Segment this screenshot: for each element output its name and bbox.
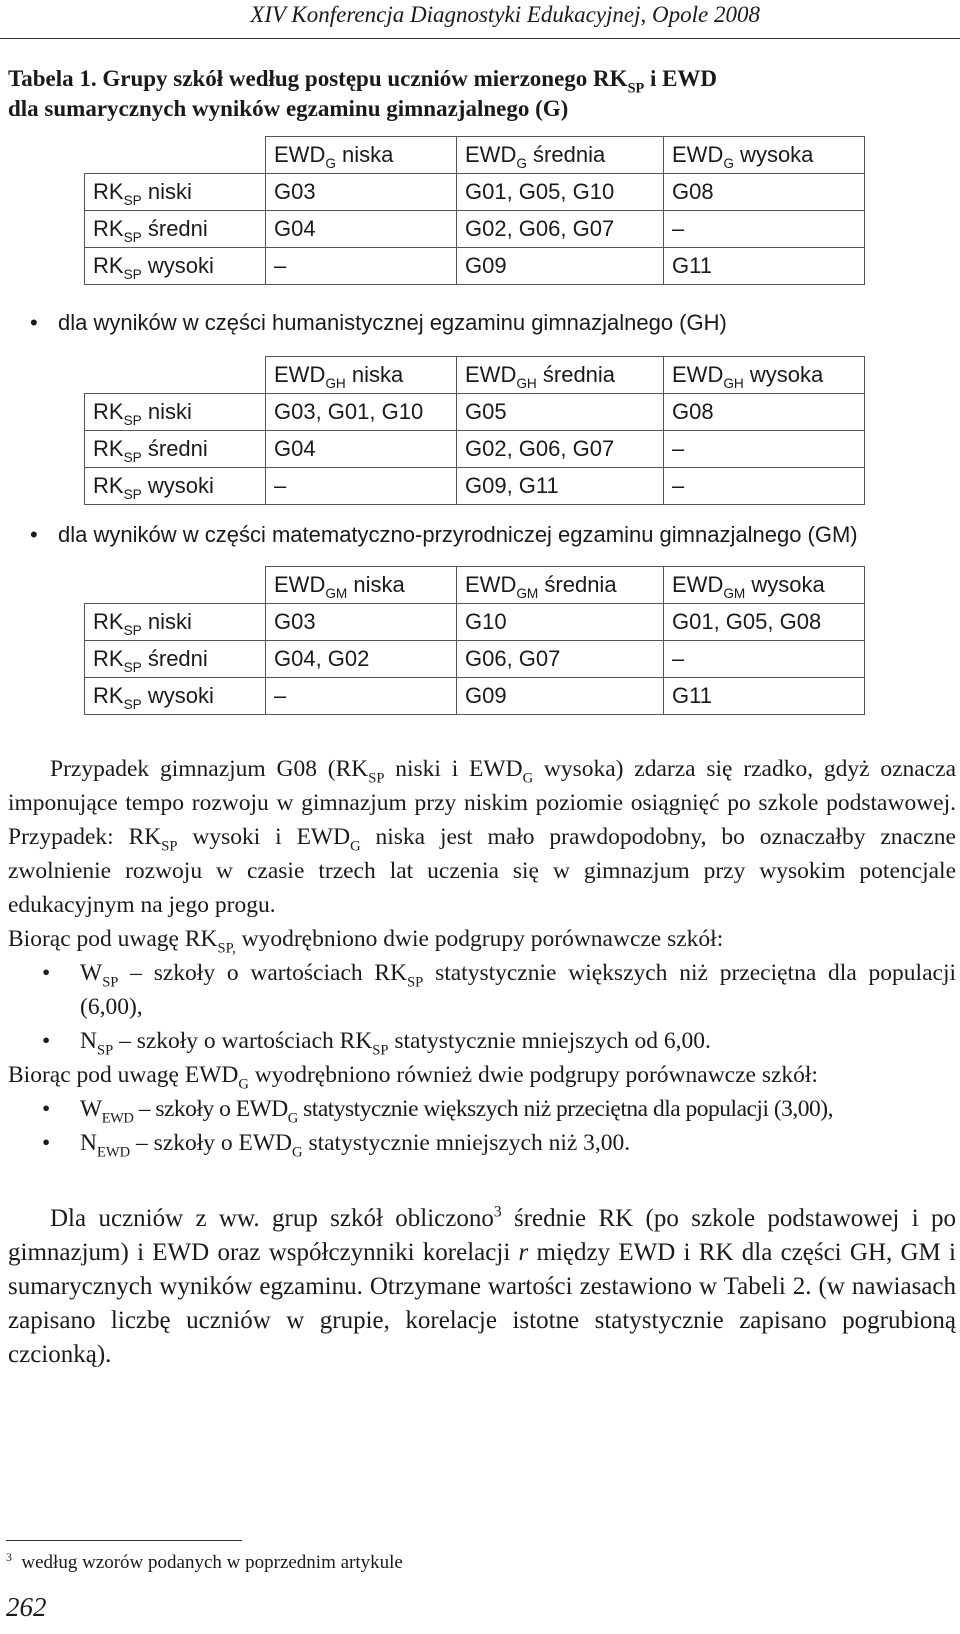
- col-header: $EWD_{GH}$ wysoka: [664, 357, 865, 394]
- footnote-ref: 3: [493, 1203, 502, 1221]
- table-gm: [84, 566, 865, 715]
- caption-text: Tabela 1. Grupy szkół według postępu uczniów mierzonego RK: [8, 66, 628, 91]
- table-cell: G04: [266, 431, 457, 468]
- caption-subscript: SP: [627, 80, 645, 97]
- row-header: $RK_{SP}$ wysoki: [85, 468, 266, 505]
- table-cell: G11: [664, 248, 865, 285]
- bullet-icon: •: [42, 1028, 51, 1054]
- list-item: • $W_{SP}$ – szkoły o wartościach $RK_{SP}$ statystycznie większych niż przeciętna dla populacji (6,00),: [8, 956, 956, 1024]
- row-header: $RK_{SP}$ niski: [85, 174, 266, 211]
- list-item: • $W_{EWD}$ – szkoły o $EWD_G$ statystycznie większych niż przeciętna dla populacji (3,00),: [8, 1092, 956, 1126]
- col-header: $EWD_{GM}$ wysoka: [664, 567, 865, 604]
- page-number: 262: [6, 1592, 47, 1622]
- row-header: $RK_{SP}$ wysoki: [85, 678, 266, 715]
- table-cell: G10: [457, 604, 664, 641]
- col-header: $EWD_G$ wysoka: [664, 137, 865, 174]
- bullet-icon: •: [42, 1096, 50, 1122]
- table-row: [85, 394, 865, 431]
- paragraph: Biorąc pod uwagę $EWD_G$ wyodrębniono również dwie podgrupy porównawcze szkół:: [8, 1062, 818, 1093]
- list-item: • $N_{EWD}$ – szkoły o $EWD_G$ statystycznie mniejszych niż 3,00.: [8, 1126, 956, 1160]
- table-cell: G04: [266, 211, 457, 248]
- table-header-row: [85, 357, 865, 394]
- bullet-icon: •: [30, 310, 38, 335]
- bullet-gh: • dla wyników w części humanistycznej egzaminu gimnazjalnego (GH): [30, 310, 727, 335]
- table-cell: G02, G06, G07: [457, 431, 664, 468]
- paragraph: Przypadek gimnazjum G08 ($RK_{SP}$ niski i $EWD_G$ wysoka) zdarza się rzadko, gdyż oznacza imponujące tempo rozwoju w gimnazjum przy niskim poziomie osiągnięć po szkole podstawowej. Przypadek: $RK_{SP}$ wysoki i $EWD_G$ niska jest mało prawdopodobny, bo oznaczałby znaczne zwolnienie rozwoju w czasie trzech lat uczenia się w gimnazjum przy wysokim potencjale edukacyjnym na jego progu.: [8, 756, 957, 918]
- table-header-row: [85, 567, 865, 604]
- table-cell: G03: [266, 604, 457, 641]
- table-row: [85, 641, 865, 678]
- table-cell: –: [664, 431, 865, 468]
- footnote: $^3$ według wzorów podanych w poprzednim artykule: [6, 1550, 403, 1573]
- paragraph: Dla uczniów z ww. grup szkół obliczono$^3$ średnie RK (po szkole podstawowej i po gimnazjum) i EWD oraz współczynniki korelacji r między EWD i RK dla części GH, GM i sumarycznych wyników egzaminu. Otrzymane wartości zestawiono w Tabeli 2. (w nawiasach zapisano liczbę uczniów w grupie, korelacje istotne statystycznie zapisano pogrubioną czcionką).: [8, 1203, 956, 1368]
- table-cell: G01, G05, G08: [664, 604, 865, 641]
- footnote-rule: [6, 1540, 242, 1541]
- table-cell: G03, G01, G10: [266, 394, 457, 431]
- table-caption: [8, 64, 717, 124]
- paragraph: Biorąc pod uwagę $RK_{SP,}$ wyodrębniono dwie podgrupy porównawcze szkół:: [8, 926, 724, 957]
- table-cell: G09: [457, 248, 664, 285]
- header-rule: [0, 38, 960, 39]
- bullet-icon: •: [42, 1130, 51, 1156]
- col-header: $EWD_{GH}$ średnia: [457, 357, 664, 394]
- row-header: $RK_{SP}$ wysoki: [85, 248, 266, 285]
- table-cell: G09: [457, 678, 664, 715]
- table-cell: G02, G06, G07: [457, 211, 664, 248]
- bullet-icon: •: [42, 960, 51, 986]
- table-cell: G11: [664, 678, 865, 715]
- col-header: $EWD_{GH}$ niska: [266, 357, 457, 394]
- row-header: $RK_{SP}$ średni: [85, 431, 266, 468]
- table-gh: [84, 356, 865, 505]
- row-header: $RK_{SP}$ niski: [85, 394, 266, 431]
- table-cell: G08: [664, 394, 865, 431]
- table-cell: –: [664, 211, 865, 248]
- table-cell: G09, G11: [457, 468, 664, 505]
- row-header: $RK_{SP}$ średni: [85, 211, 266, 248]
- table-cell: G03: [266, 174, 457, 211]
- body-text: [8, 752, 956, 1160]
- table-row: [85, 431, 865, 468]
- bullet-gm: • dla wyników w części matematyczno-przyrodniczej egzaminu gimnazjalnego (GM): [30, 522, 858, 547]
- table-row: [85, 248, 865, 285]
- table-cell: G05: [457, 394, 664, 431]
- empty-cell: [85, 137, 266, 174]
- caption-text: i EWD: [644, 66, 718, 91]
- table-cell: G04, G02: [266, 641, 457, 678]
- table-cell: G01, G05, G10: [457, 174, 664, 211]
- table-cell: –: [266, 678, 457, 715]
- table-cell: –: [664, 468, 865, 505]
- col-header: $EWD_{GM}$ niska: [266, 567, 457, 604]
- col-header: $EWD_G$ niska: [266, 137, 457, 174]
- empty-cell: [85, 357, 266, 394]
- table-cell: –: [266, 468, 457, 505]
- table-row: [85, 604, 865, 641]
- table-row: [85, 678, 865, 715]
- table-row: [85, 211, 865, 248]
- body-text-2: [8, 1202, 956, 1372]
- table-header-row: [85, 137, 865, 174]
- table-cell: G08: [664, 174, 865, 211]
- row-header: $RK_{SP}$ średni: [85, 641, 266, 678]
- table-row: [85, 174, 865, 211]
- col-header: $EWD_{GM}$ średnia: [457, 567, 664, 604]
- empty-cell: [85, 567, 266, 604]
- bullet-icon: •: [30, 522, 38, 547]
- table-cell: G06, G07: [457, 641, 664, 678]
- running-head: XIV Konferencja Diagnostyki Edukacyjnej, Opole 2008: [250, 2, 760, 27]
- list-item: • $N_{SP}$ – szkoły o wartościach $RK_{SP}$ statystycznie mniejszych od 6,00.: [8, 1024, 956, 1058]
- table-row: [85, 468, 865, 505]
- table-cell: –: [266, 248, 457, 285]
- table-cell: –: [664, 641, 865, 678]
- footnote-number: 3: [6, 1550, 12, 1564]
- caption-line-2: dla sumarycznych wyników egzaminu gimnazjalnego (G): [8, 96, 569, 121]
- table-g: [84, 136, 865, 285]
- row-header: $RK_{SP}$ niski: [85, 604, 266, 641]
- col-header: $EWD_G$ średnia: [457, 137, 664, 174]
